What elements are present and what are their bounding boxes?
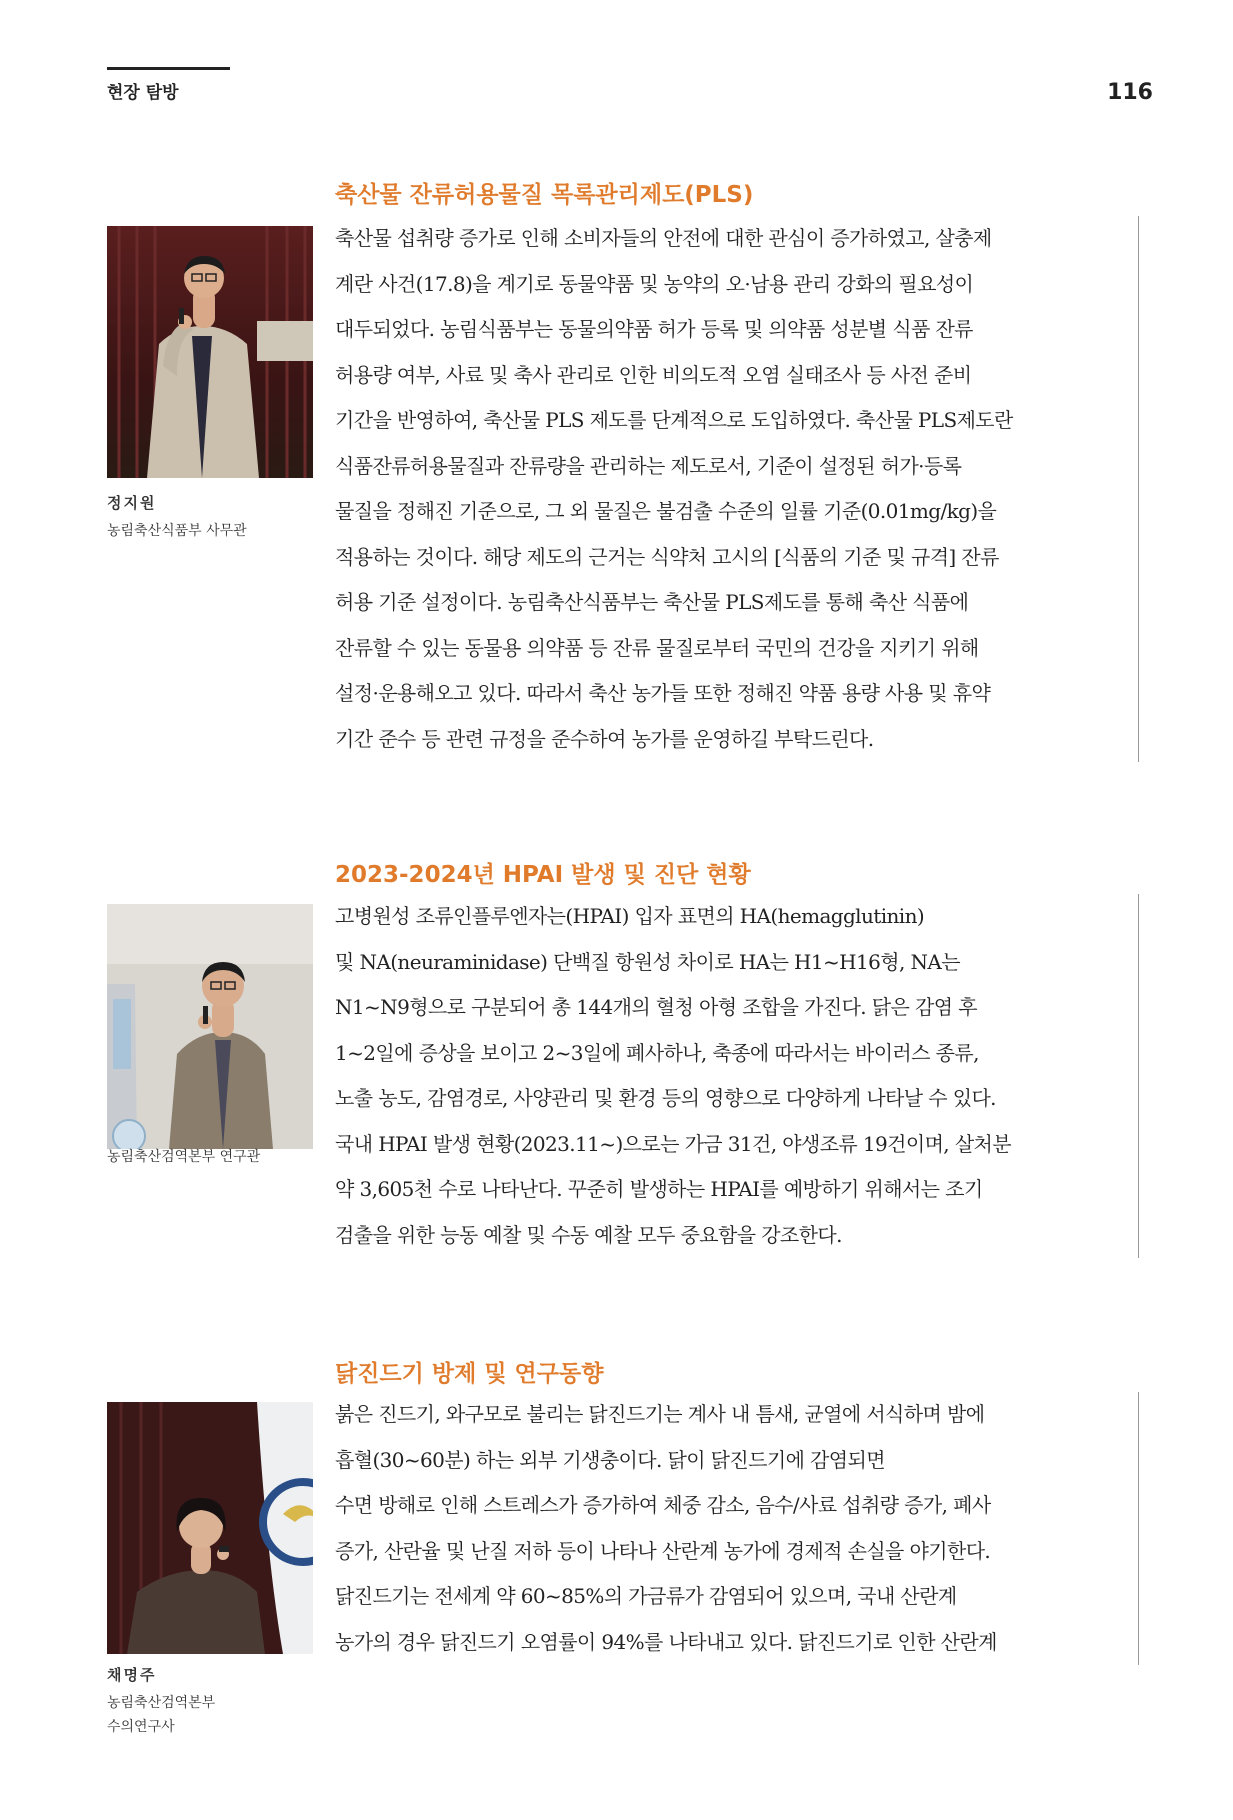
article-title-hpai: 2023-2024년 HPAI 발생 및 진단 현황 xyxy=(335,862,751,888)
body-line: 축산물 섭취량 증가로 인해 소비자들의 안전에 대한 관심이 증가하였고, 살충제 xyxy=(335,226,992,250)
speaker-role: 농림축산검역본부 연구관 xyxy=(107,1149,261,1165)
body-line: 및 NA(neuraminidase) 단백질 항원성 차이로 HA는 H1~H16형, NA는 xyxy=(335,949,960,974)
body-line: 계란 사건(17.8)을 계기로 동물약품 및 농약의 오·남용 관리 강화의 필요성이 xyxy=(335,271,974,296)
article-body-pls xyxy=(335,216,1139,762)
body-line: 설정·운용해오고 있다. 따라서 축산 농가들 또한 정해진 약품 용량 사용 및 휴약 xyxy=(335,681,991,705)
header-rule xyxy=(107,67,230,70)
section-label: 현장 탐방 xyxy=(107,83,179,103)
body-line: 허용량 여부, 사료 및 축사 관리로 인한 비의도적 오염 실태조사 등 사전 준비 xyxy=(335,362,972,387)
speaker-name: 정지원 xyxy=(107,494,157,512)
article-body-hpai xyxy=(335,894,1139,1258)
article-body-mite xyxy=(335,1392,1139,1665)
body-line: 검출을 위한 능동 예찰 및 수동 예찰 모두 중요함을 강조한다. xyxy=(335,1222,842,1247)
body-line: 수면 방해로 인해 스트레스가 증가하여 체중 감소, 음수/사료 섭취량 증가, 폐사 xyxy=(335,1493,991,1517)
body-line: 고병원성 조류인플루엔자는(HPAI) 입자 표면의 HA(hemagglutinin) xyxy=(335,904,925,928)
body-line: 국내 HPAI 발생 현황(2023.11~)으로는 가금 31건, 야생조류 19건이며, 살처분 xyxy=(335,1131,1011,1156)
speaker-photo-hpai xyxy=(107,904,313,1149)
body-line: 약 3,605천 수로 나타난다. 꾸준히 발생하는 HPAI를 예방하기 위해서는 조기 xyxy=(335,1177,983,1201)
speaker-role: 농림축산식품부 사무관 xyxy=(107,523,247,539)
article-title-mite: 닭진드기 방제 및 연구동향 xyxy=(335,1361,604,1387)
speaker-role: 수의연구사 xyxy=(107,1719,175,1735)
speaker-name: 채명주 xyxy=(107,1666,157,1684)
body-line: 기간을 반영하여, 축산물 PLS 제도를 단계적으로 도입하였다. 축산물 PLS제도란 xyxy=(335,408,1013,432)
body-line: 농가의 경우 닭진드기 오염률이 94%를 나타내고 있다. 닭진드기로 인한 산란계 xyxy=(335,1629,997,1654)
speaker-photo-jung xyxy=(107,226,313,478)
body-line: 물질을 정해진 기준으로, 그 외 물질은 불검출 수준의 일률 기준(0.01mg/kg)을 xyxy=(335,499,997,523)
body-line: 적용하는 것이다. 해당 제도의 근거는 식약처 고시의 [식품의 기준 및 규격] 잔류 xyxy=(335,544,999,569)
body-line: N1~N9형으로 구분되어 총 144개의 혈청 아형 조합을 가진다. 닭은 감염 후 xyxy=(335,995,977,1019)
article-title-pls: 축산물 잔류허용물질 목록관리제도(PLS) xyxy=(335,182,754,208)
body-line: 흡혈(30~60분) 하는 외부 기생충이다. 닭이 닭진드기에 감염되면 xyxy=(335,1447,885,1472)
body-line: 붉은 진드기, 와구모로 불리는 닭진드기는 계사 내 틈새, 균열에 서식하며 밤에 xyxy=(335,1402,985,1426)
speaker-caption-chae xyxy=(107,1664,215,1739)
page-number: 116 xyxy=(1107,80,1153,105)
speaker-caption-jung xyxy=(107,492,247,543)
speaker-photo-chae xyxy=(107,1402,313,1654)
body-line: 잔류할 수 있는 동물용 의약품 등 잔류 물질로부터 국민의 건강을 지키기 위해 xyxy=(335,635,979,660)
body-line: 증가, 산란율 및 난질 저하 등이 나타나 산란계 농가에 경제적 손실을 야기한다. xyxy=(335,1538,991,1563)
body-line: 대두되었다. 농림식품부는 동물의약품 허가 등록 및 의약품 성분별 식품 잔류 xyxy=(335,317,973,341)
body-line: 1~2일에 증상을 보이고 2~3일에 폐사하나, 축종에 따라서는 바이러스 종류, xyxy=(335,1040,979,1065)
body-line: 허용 기준 설정이다. 농림축산식품부는 축산물 PLS제도를 통해 축산 식품에 xyxy=(335,590,969,614)
body-line: 식품잔류허용물질과 잔류량을 관리하는 제도로서, 기준이 설정된 허가·등록 xyxy=(335,453,962,478)
body-line: 기간 준수 등 관련 규정을 준수하여 농가를 운영하길 부탁드린다. xyxy=(335,726,874,751)
speaker-role: 농림축산검역본부 xyxy=(107,1695,216,1711)
speaker-caption-hpai xyxy=(107,1145,260,1169)
body-line: 노출 농도, 감염경로, 사양관리 및 환경 등의 영향으로 다양하게 나타날 수 있다. xyxy=(335,1086,996,1110)
body-line: 닭진드기는 전세계 약 60~85%의 가금류가 감염되어 있으며, 국내 산란계 xyxy=(335,1584,957,1608)
